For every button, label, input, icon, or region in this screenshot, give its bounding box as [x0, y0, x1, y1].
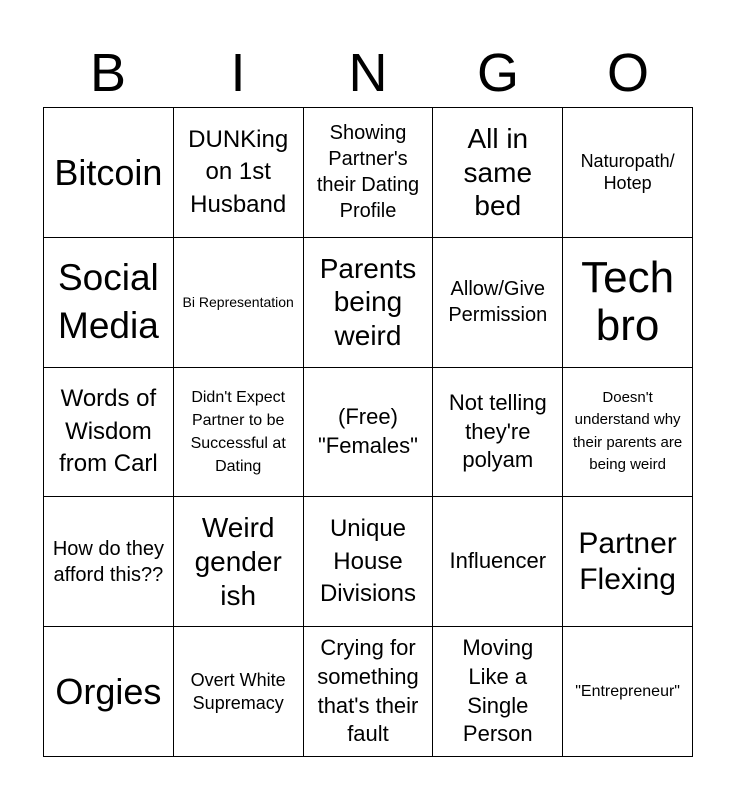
cell-label: Words of Wisdom from Carl	[59, 385, 158, 478]
cell-label: "Entrepreneur"	[575, 682, 680, 700]
bingo-cell-r4c1[interactable]	[44, 497, 174, 627]
cell-label: Partner Flexing	[578, 526, 677, 596]
bingo-cell-r1c3[interactable]	[304, 108, 434, 238]
bingo-board	[43, 107, 693, 757]
header-letter-n: N	[348, 43, 388, 103]
cell-label: Orgies	[55, 671, 162, 712]
cell-label: All in same bed	[463, 123, 533, 222]
bingo-cell-r2c5[interactable]	[563, 238, 693, 368]
cell-label: Social Media	[58, 257, 159, 347]
bingo-cell-r4c2[interactable]	[174, 497, 304, 627]
bingo-cell-r2c3[interactable]	[304, 238, 434, 368]
bingo-cell-r3c2[interactable]	[174, 368, 304, 498]
cell-label: Didn't Expect Partner to be Successful at Dating	[190, 388, 286, 476]
bingo-cell-r2c4[interactable]	[433, 238, 563, 368]
bingo-cell-r4c5[interactable]	[563, 497, 693, 627]
cell-label: Naturopath/ Hotep	[580, 150, 675, 194]
bingo-cell-r3c5[interactable]	[563, 368, 693, 498]
bingo-cell-r1c2[interactable]	[174, 108, 304, 238]
cell-label: Showing Partner's their Dating Profile	[316, 122, 420, 223]
bingo-cell-r1c5[interactable]	[563, 108, 693, 238]
bingo-cell-r2c1[interactable]	[44, 238, 174, 368]
bingo-header	[43, 40, 693, 106]
bingo-cell-r4c3[interactable]	[304, 497, 434, 627]
bingo-cell-r1c1[interactable]	[44, 108, 174, 238]
cell-label: How do they afford this??	[52, 537, 164, 586]
header-letter-i: I	[230, 43, 246, 103]
header-letter-o: O	[606, 43, 649, 103]
bingo-cell-r2c2[interactable]	[174, 238, 304, 368]
header-letter-g: G	[476, 43, 519, 103]
header-letter-b: B	[89, 43, 127, 103]
cell-label: Overt White Supremacy	[190, 669, 286, 713]
bingo-cell-r5c1[interactable]	[44, 627, 174, 757]
cell-label: (Free) "Females"	[318, 404, 418, 458]
bingo-cell-r3c4[interactable]	[433, 368, 563, 498]
cell-label: Bitcoin	[54, 151, 163, 193]
cell-label: Crying for something that's their fault	[317, 635, 419, 747]
bingo-cell-r4c4[interactable]	[433, 497, 563, 627]
cell-label: Moving Like a Single Person	[462, 635, 534, 747]
cell-label: Allow/Give Permission	[448, 278, 548, 327]
bingo-cell-r5c3[interactable]	[304, 627, 434, 757]
cell-label: Doesn't understand why their parents are being weird	[572, 388, 683, 474]
bingo-cell-r3c3[interactable]	[304, 368, 434, 498]
cell-label: Parents being weird	[319, 252, 417, 351]
cell-label: Unique House Divisions	[319, 515, 416, 607]
cell-label: Weird gender ish	[194, 512, 282, 611]
cell-label: Bi Representation	[182, 294, 294, 311]
bingo-cell-r5c4[interactable]	[433, 627, 563, 757]
bingo-cell-r5c5[interactable]	[563, 627, 693, 757]
cell-label: DUNKing on 1st Husband	[188, 125, 289, 218]
cell-label: Influencer	[449, 548, 547, 574]
bingo-cell-r1c4[interactable]	[433, 108, 563, 238]
cell-label: Not telling they're polyam	[448, 390, 547, 473]
cell-label: Tech bro	[581, 252, 675, 351]
bingo-cell-r3c1[interactable]	[44, 368, 174, 498]
bingo-cell-r5c2[interactable]	[174, 627, 304, 757]
